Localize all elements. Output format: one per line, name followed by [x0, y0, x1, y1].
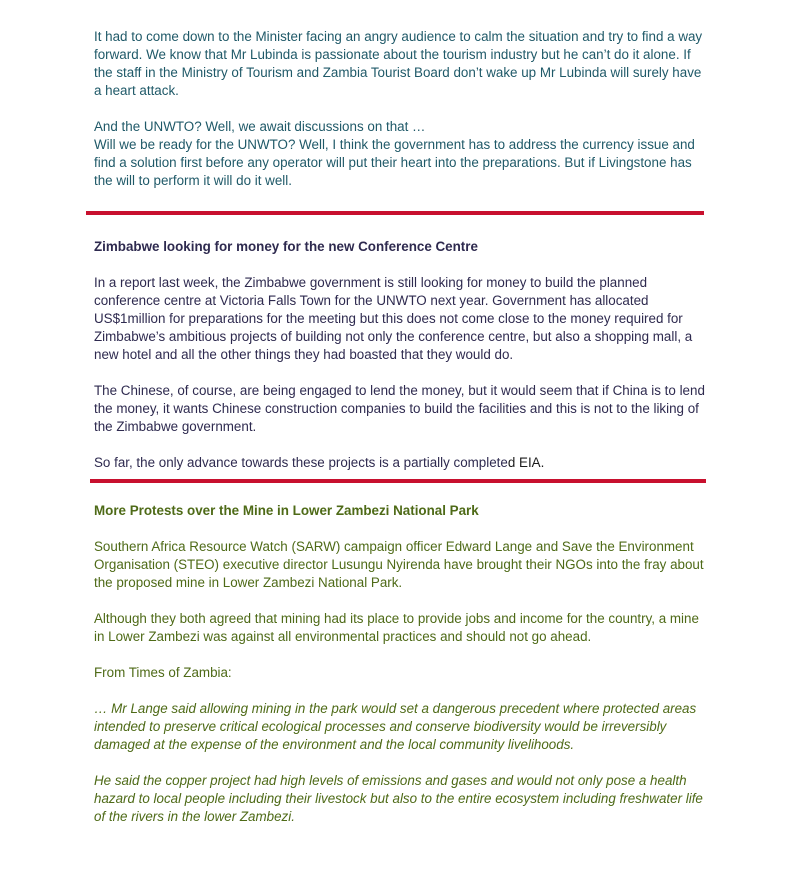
- section-livingstone: [94, 28, 708, 190]
- paragraph-text: So far, the only advance towards these projects is a partially complete: [94, 455, 508, 470]
- paragraph: Will we be ready for the UNWTO? Well, I think the government has to address the currency issue and find a solution first before any operator will put their heart into the preparations. But if Livingstone has the will to perform it will do it well.: [94, 137, 695, 188]
- section-zimbabwe: [94, 238, 708, 472]
- paragraph: And the UNWTO? Well, we await discussions on that …: [94, 119, 426, 134]
- section-heading: More Protests over the Mine in Lower Zambezi National Park: [94, 503, 479, 518]
- section-divider: [86, 211, 704, 215]
- paragraph: From Times of Zambia:: [94, 665, 232, 680]
- section-heading: Zimbabwe looking for money for the new Conference Centre: [94, 239, 478, 254]
- paragraph: Although they both agreed that mining had its place to provide jobs and income for the country, a mine in Lower Zambezi was against all environmental practices and should not go ahead.: [94, 611, 699, 644]
- paragraph: Southern Africa Resource Watch (SARW) campaign officer Edward Lange and Save the Environment Organisation (STEO) executive director Lusungu Nyirenda have brought their NGOs into the fray about the proposed mine in Lower Zambezi National Park.: [94, 539, 704, 590]
- paragraph: In a report last week, the Zimbabwe government is still looking for money to build the planned conference centre at Victoria Falls Town for the UNWTO next year. Government has allocated US$1million for preparations for the meeting but this does not come close to the money required for Zimbabwe’s ambitious projects of building not only the conference centre, but also a shopping mall, a new hotel and all the other things they had boasted that they would do.: [94, 275, 693, 362]
- quote-paragraph: He said the copper project had high levels of emissions and gases and would not only pose a health hazard to local people including their livestock but also to the entire ecosystem including freshwater life of the rivers in the lower Zambezi.: [94, 773, 703, 824]
- paragraph: It had to come down to the Minister facing an angry audience to calm the situation and try to find a way forward. We know that Mr Lubinda is passionate about the tourism industry but he can’t do it alone. If the staff in the Ministry of Tourism and Zambia Tourist Board don’t wake up Mr Lubinda will surely have a heart attack.: [94, 29, 703, 98]
- paragraph-text-end: d EIA.: [507, 455, 545, 470]
- paragraph: [94, 454, 708, 472]
- paragraph: The Chinese, of course, are being engaged to lend the money, but it would seem that if China is to lend the money, it wants Chinese construction companies to build the facilities and this is not to the liking of the Zimbabwe government.: [94, 383, 705, 434]
- section-lower-zambezi: [94, 502, 708, 826]
- section-divider: [90, 479, 706, 483]
- quote-paragraph: … Mr Lange said allowing mining in the park would set a dangerous precedent where protected areas intended to preserve critical ecological processes and conserve biodiversity would be irreversibly damaged at the expense of the environment and the local community livelihoods.: [94, 701, 697, 752]
